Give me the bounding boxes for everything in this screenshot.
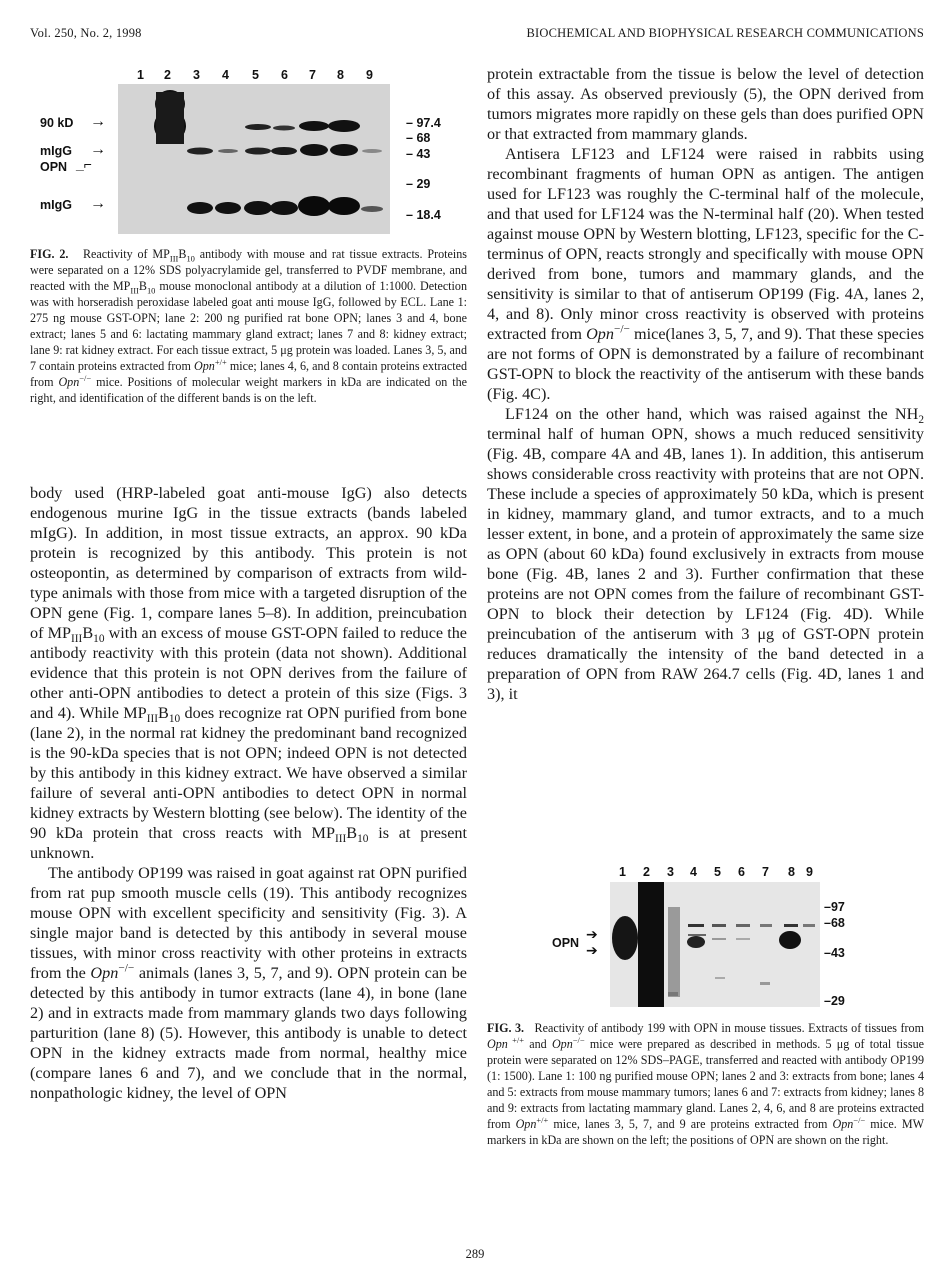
fig3-label-opn: OPN <box>552 936 580 950</box>
fig2-label-migg-lower: mIgG <box>40 198 72 212</box>
fig3-lane-2: 2 <box>643 865 650 879</box>
fig2-lane-1: 1 <box>137 68 144 82</box>
fig2-lane-4: 4 <box>222 68 229 82</box>
fig2-lane-9: 9 <box>366 68 373 82</box>
fig2-label-opn: OPN <box>40 160 68 174</box>
fig2-lane-7: 7 <box>309 68 316 82</box>
fig2-marker-18: – 18.4 <box>406 208 441 222</box>
journal-volume: Vol. 250, No. 2, 1998 <box>30 26 142 40</box>
fig2-label-90kd: 90 kD <box>40 116 74 130</box>
fig2-marker-29: – 29 <box>406 177 431 191</box>
fig2-label-migg-upper: mIgG <box>40 144 72 158</box>
figure-3-caption: FIG. 3. Reactivity of antibody 199 with OPN in mouse tissues. Extracts of tissues from Opn +/+ and Opn−/− mice were prepared as described in methods. 5 μg of total tissue protein were separated on 12% SDS–PAGE, transferred and reacted with antibody OP199 (1: 1500). Lane 1: 100 ng purified mouse OPN; lanes 2 and 3: extracts from bone; lanes 4 and 5: extracts from mouse mammary tumors; lanes 6 and 7: extracts from kidney; lanes 8 and 9: extracts from lactating mammary gland. Lanes 2, 4, 6, and 8 are proteins extracted from Opn+/+ mice, lanes 3, 5, 7, and 9 are proteins extracted from Opn−/− mice. MW markers in kDa are shown on the left; the positions of OPN are shown on the right. <box>487 1021 924 1147</box>
fig3-marker-29: –29 <box>824 994 845 1008</box>
fig3-marker-68: –68 <box>824 916 845 930</box>
fig3-lane-5: 5 <box>714 865 721 879</box>
left-paragraph-1: body used (HRP-labeled goat anti-mouse IgG) also detects endogenous murine IgG in the tissue extracts (bands labeled mIgG). In addition, in most tissue extracts, an approx. 90 kDa protein is recognized by this antibody. This protein is not osteopontin, as determined by comparison of extracts from wild-type animals with those from mice with a targeted disruption of the OPN gene (Fig. 1, compare lanes 5–8). In addition, preincubation of $MP_{III}B_{10}$ with an excess of mouse GST-OPN failed to reduce the antibody reactivity with this protein (data not shown). Additional evidence that this protein is not OPN derives from the failure of other anti-OPN antibodies to detect a protein of this size (Figs. 3 and 4). While $MP_{III}B_{10}$ does recognize rat OPN purified from bone (lane 2), in the normal rat kidney the predominant band recognized is the 90-kDa species that is not OPN; indeed OPN is not detected by this antibody in this kidney extract. We have observed a similar failure of several anti-OPN antibodies to detect OPN in normal kidney extracts by Western blotting (see below). The identity of the 90 kDa protein that cross reacts with $MP_{III}B_{10}$ is at present unknown. <box>30 484 467 862</box>
figure-2 <box>30 60 467 240</box>
page-number: 289 <box>465 1247 485 1261</box>
fig3-lane-9: 9 <box>806 865 813 879</box>
fig2-lane-6: 6 <box>281 68 288 82</box>
fig3-lane-3: 3 <box>667 865 674 879</box>
figure-2-caption: FIG. 2. Reactivity of $MP_{III}B_{10}$ antibody with mouse and rat tissue extracts. Proteins were separated on a 12% SDS polyacrylamide gel, transferred to PVDF membrane, and reacted with the $MP_{III}B_{10}$ mouse monoclonal antibody at a dilution of 1:1000. Detection was with horseradish peroxidase labeled goat anti mouse IgG, followed by ECL. Lane 1: 275 ng mouse GST-OPN; lane 2: 200 ng purified rat bone OPN; lanes 3 and 4, bone extract; lanes 5 and 6: lactating mammary gland extract; lanes 7 and 8: kidney extract; lane 9: rat kidney extract. For each tissue extract, 5 μg protein was loaded. Lanes 3, 5, and 7 contain proteins extracted from Opn+/+ mice; lanes 4, 6, and 8 contain proteins extracted from Opn−/− mice. Positions of molecular weight markers in kDa are indicated on the right, and identification of the different bands is on the left. <box>30 247 468 405</box>
fig2-marker-43: – 43 <box>406 147 431 161</box>
fig2-lane-5: 5 <box>252 68 259 82</box>
right-paragraph-1: protein extractable from the tissue is below the level of detection of this assay. As observed previously (5), the OPN derived from tumors migrates more rapidly on these gels than does purified OPN or that extracted from mammary glands. <box>487 65 924 143</box>
left-paragraph-2: The antibody OP199 was raised in goat against rat OPN purified from rat pup smooth muscle cells (19). This antibody recognizes mouse OPN with excellent specificity and sensitivity (Fig. 3). A single major band is detected by this antibody in several mouse tissues, with minor cross reactivity with other proteins in extracts from the Opn−/− animals (lanes 3, 5, 7, and 9). OPN protein can be detected by this antibody in tumor extracts (lane 4), in bone (lane 2) and in extracts made from mammary glands two days following parturition (lane 8) (5). However, this antibody is unable to detect OPN in the kidney extracts made from normal, healthy mice (compare lanes 6 and 7), and we conclude that in the normal, nonpathologic kidney, the level of OPN <box>30 864 467 1102</box>
fig3-arrow-opn-lower: ➔ <box>586 942 598 958</box>
right-paragraph-2: Antisera LF123 and LF124 were raised in rabbits using recombinant fragments of human OPN as antigen. The antigen used for LF123 was roughly the C-terminal half of the molecule, and that used for LF124 was the N-terminal half (20). When tested against mouse OPN by Western blotting, LF123, specific for the C-terminus of OPN, reacts strongly and specifically with mouse OPN derived from bone, tumors and mammary glands, and the sensitivity is similar to that of antiserum OP199 (Fig. 4A, lanes 2, 4, and 8). Only minor cross reactivity is observed with proteins extracted from Opn−/− mice(lanes 3, 5, 7, and 9). That these species are not forms of OPN is demonstrated by a failure of recombinant GST-OPN to block the reactivity of the antiserum with these bands (Fig. 4C). <box>487 145 925 403</box>
fig3-lane-6: 6 <box>738 865 745 879</box>
fig3-lane-7: 7 <box>762 865 769 879</box>
journal-title: BIOCHEMICAL AND BIOPHYSICAL RESEARCH COMMUNICATIONS <box>526 26 924 40</box>
fig2-arrow-opn: _⌐ <box>76 156 92 172</box>
right-paragraph-3: LF124 on the other hand, which was raised against the $NH_2$ terminal half of human OPN, shows a much reduced sensitivity (Fig. 4B, compare 4A and 4B, lanes 1). In addition, this antiserum shows considerable cross reactivity with proteins that are not OPN. These include a species of approximately 50 kDa, which is present in kidney, mammary gland, and tumor extracts, and to a much lesser extent, in bone, and a protein of approximately the same size as OPN (about 60 kDa) found exclusively in extracts from mouse bone (Fig. 4B, lanes 2 and 3). Further confirmation that these proteins are not OPN comes from the failure of recombinant GST-OPN to block their detection by LF124 (Fig. 4D). While preincubation of the antiserum with 3 μg of GST-OPN protein reduces dramatically the intensity of the band detected in a preparation of OPN from RAW 264.7 cells (Fig. 4D, lanes 1 and 3), it <box>487 405 924 703</box>
fig3-lane-8: 8 <box>788 865 795 879</box>
fig2-lane-8: 8 <box>337 68 344 82</box>
fig3-arrow-opn-upper: ➔ <box>586 926 598 942</box>
fig2-marker-97: – 97.4 <box>406 116 441 130</box>
left-column-text <box>30 483 467 1103</box>
fig2-arrow-migg-upper: → <box>90 141 106 158</box>
fig3-lane-4: 4 <box>690 865 697 879</box>
fig3-marker-43: –43 <box>824 946 845 960</box>
right-column-text <box>487 64 924 704</box>
fig2-marker-68: – 68 <box>406 131 431 145</box>
fig2-blot-image <box>118 84 390 234</box>
fig3-marker-97: –97 <box>824 900 845 914</box>
fig2-arrow-90kd: → <box>90 113 106 130</box>
fig3-blot-image <box>610 882 820 1007</box>
fig2-arrow-migg-lower: → <box>90 195 106 212</box>
fig2-lane-3: 3 <box>193 68 200 82</box>
fig3-lane-1: 1 <box>619 865 626 879</box>
fig2-lane-2: 2 <box>164 68 171 82</box>
figure-3 <box>540 862 880 1012</box>
